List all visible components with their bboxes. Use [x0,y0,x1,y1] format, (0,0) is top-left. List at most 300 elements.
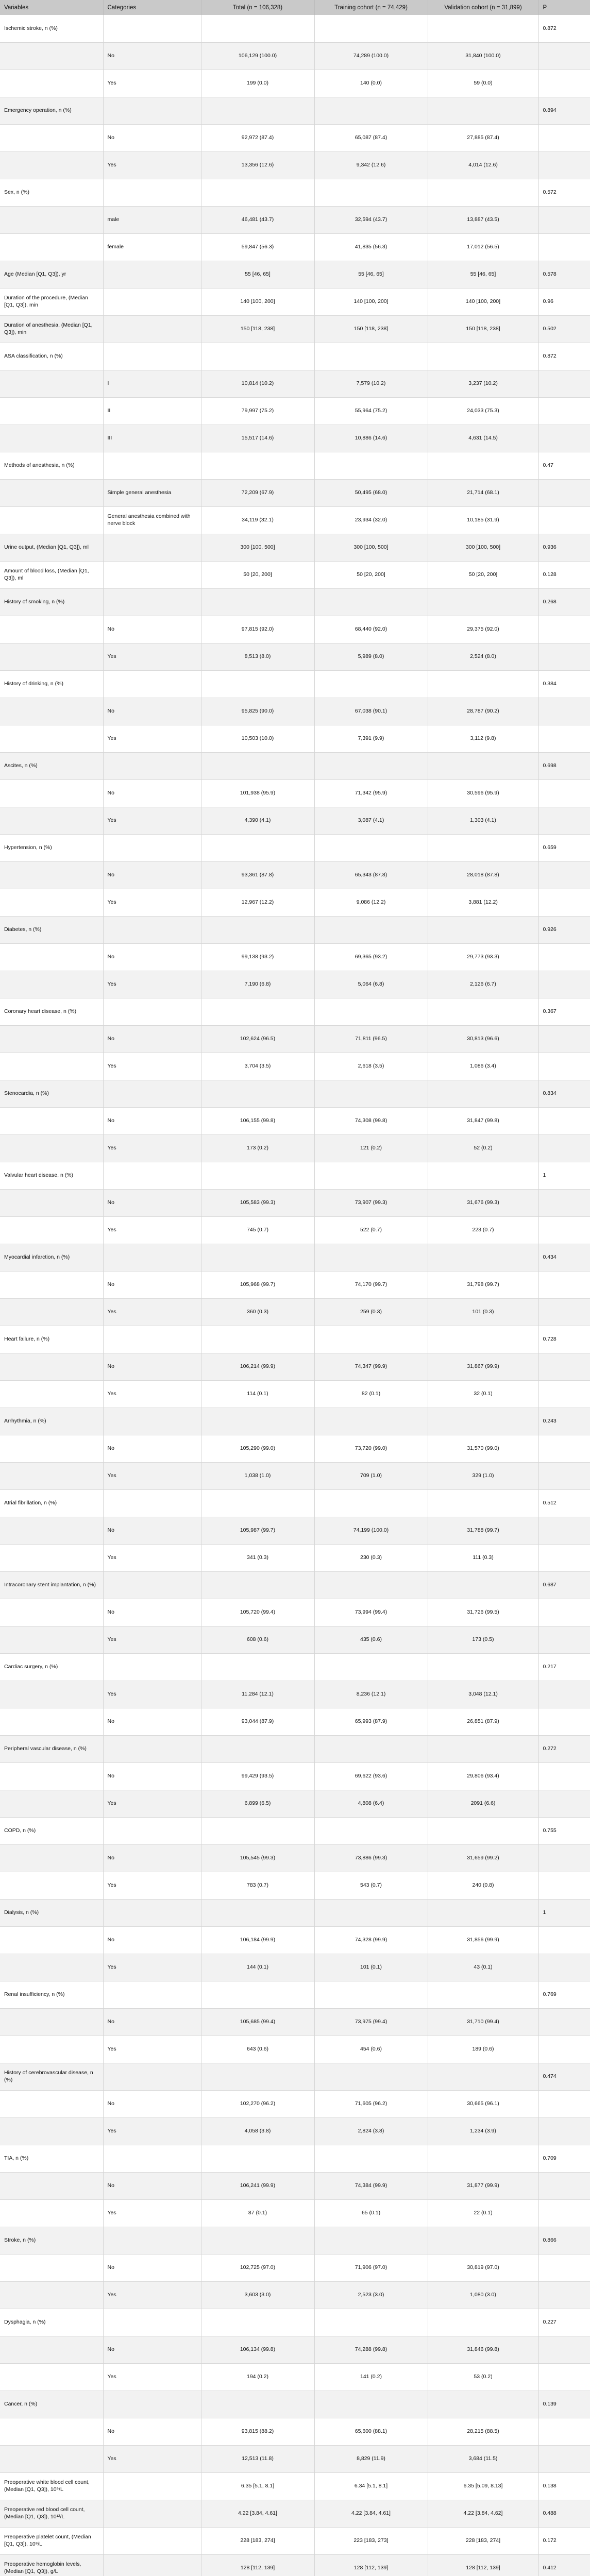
variable-cell [0,807,103,834]
validation-cell: 2,126 (6.7) [428,971,538,998]
category-cell: No [103,616,201,643]
total-cell [201,1162,314,1189]
table-row [0,1189,590,1216]
category-cell: No [103,698,201,725]
validation-cell: 31,676 (99.3) [428,1189,538,1216]
validation-cell [428,452,538,479]
variable-cell [0,2281,103,2309]
variable-cell [0,233,103,261]
p-value-cell [538,2090,590,2117]
total-cell: 10,814 (10.2) [201,370,314,397]
table-row [0,1653,590,1681]
variable-cell [0,425,103,452]
training-cell [314,1244,428,1271]
validation-cell: 28,215 (88.5) [428,2418,538,2445]
table-row [0,1107,590,1134]
training-cell: 82 (0.1) [314,1380,428,1408]
training-cell: 709 (1.0) [314,1462,428,1489]
training-cell: 6.34 [5.1, 8.1] [314,2472,428,2500]
training-cell: 73,886 (99.3) [314,1844,428,1872]
validation-cell: 111 (0.3) [428,1544,538,1571]
training-cell: 65 (0.1) [314,2199,428,2227]
training-cell: 9,086 (12.2) [314,889,428,916]
table-row [0,1271,590,1298]
variable-cell [0,1107,103,1134]
p-value-cell [538,1790,590,1817]
variable-cell [0,889,103,916]
p-value-cell: 0.128 [543,571,557,578]
total-cell: 93,361 (87.8) [201,861,314,889]
total-cell [201,1735,314,1762]
header-categories: Categories [103,0,201,15]
training-cell: 522 (0.7) [314,1216,428,1244]
table-row [0,1981,590,2008]
header-training: Training cohort (n = 74,429) [314,0,428,15]
training-cell: 230 (0.3) [314,1544,428,1571]
table-row [0,479,590,506]
category-cell: Yes [103,1626,201,1653]
p-value-cell [538,506,590,534]
total-cell [201,834,314,861]
variable-cell [0,1708,103,1735]
p-value-cell: 0.769 [543,1991,557,1997]
variable-cell [0,1435,103,1462]
variable-cell [0,1926,103,1954]
category-cell: Yes [103,2117,201,2145]
variable-cell [0,1189,103,1216]
validation-cell: 6.35 [5.09, 8.13] [428,2472,538,2500]
category-cell: No [103,861,201,889]
table-row [0,834,590,861]
p-value-cell [538,2008,590,2036]
category-cell: Yes [103,1544,201,1571]
validation-cell: 173 (0.5) [428,1626,538,1653]
training-cell: 50 [20, 200] [314,561,428,588]
training-cell: 67,038 (90.1) [314,698,428,725]
variable-cell: Methods of anesthesia, n (%) [0,452,103,479]
validation-cell: 53 (0.2) [428,2363,538,2391]
p-value-cell: 0.434 [543,1253,557,1260]
training-cell: 65,993 (87.9) [314,1708,428,1735]
table-row [0,2363,590,2391]
table-row [0,561,590,588]
variable-cell [0,2445,103,2472]
p-value-cell: 1 [543,1172,546,1178]
table-row [0,1353,590,1380]
validation-cell: 31,847 (99.8) [428,1107,538,1134]
category-cell [103,1244,201,1271]
variable-cell: History of drinking, n (%) [0,670,103,698]
validation-cell [428,998,538,1025]
validation-cell: 28,787 (90.2) [428,698,538,725]
table-row [0,943,590,971]
category-cell [103,1326,201,1353]
variable-cell [0,397,103,425]
total-cell: 15,517 (14.6) [201,425,314,452]
variable-cell [0,70,103,97]
validation-cell [428,1817,538,1844]
validation-cell: 1,080 (3.0) [428,2281,538,2309]
training-cell: 10,886 (14.6) [314,425,428,452]
total-cell [201,179,314,206]
validation-cell: 1,303 (4.1) [428,807,538,834]
validation-cell [428,1981,538,2008]
training-cell [314,15,428,42]
p-value-cell [538,1134,590,1162]
training-cell: 543 (0.7) [314,1872,428,1899]
variable-cell [0,1271,103,1298]
variable-cell: Emergency operation, n (%) [0,97,103,124]
training-cell: 69,622 (93.6) [314,1762,428,1790]
validation-cell: 4,631 (14.5) [428,425,538,452]
category-cell [103,2391,201,2418]
total-cell [201,1899,314,1926]
variable-cell [0,2254,103,2281]
variable-cell [0,2199,103,2227]
validation-cell: 29,806 (93.4) [428,1762,538,1790]
total-cell: 150 [118, 238] [201,315,314,343]
p-value-cell: 0.412 [543,2564,557,2571]
variable-cell [0,206,103,233]
validation-cell: 3,881 (12.2) [428,889,538,916]
training-cell: 71,342 (95.9) [314,779,428,807]
training-cell: 65,087 (87.4) [314,124,428,151]
training-cell: 7,579 (10.2) [314,370,428,397]
category-cell [103,2227,201,2254]
total-cell: 173 (0.2) [201,1134,314,1162]
p-value-cell: 0.572 [543,189,557,195]
variable-cell [0,861,103,889]
variable-cell: Heart failure, n (%) [0,1326,103,1353]
validation-cell: 3,684 (11.5) [428,2445,538,2472]
training-cell [314,2227,428,2254]
variable-cell [0,2090,103,2117]
training-cell [314,179,428,206]
table-row [0,1899,590,1926]
total-cell: 7,190 (6.8) [201,971,314,998]
training-cell [314,1653,428,1681]
variable-cell: Valvular heart disease, n (%) [0,1162,103,1189]
variable-cell: TIA, n (%) [0,2145,103,2172]
training-cell: 140 (0.0) [314,70,428,97]
training-cell: 74,289 (100.0) [314,42,428,70]
training-cell: 2,824 (3.8) [314,2117,428,2145]
validation-cell: 10,185 (31.9) [428,506,538,534]
variable-cell [0,1872,103,1899]
category-cell [103,588,201,616]
p-value-cell: 0.936 [543,544,557,550]
p-value-cell [538,370,590,397]
variable-cell: Arrhythmia, n (%) [0,1408,103,1435]
category-cell [103,1981,201,2008]
category-cell [103,834,201,861]
variable-cell [0,1517,103,1544]
p-value-cell [538,643,590,670]
p-value-cell: 0.578 [543,270,557,277]
p-value-cell: 0.512 [543,1499,557,1506]
category-cell [103,1408,201,1435]
variable-cell [0,616,103,643]
table-row [0,861,590,889]
table-row [0,1817,590,1844]
variable-cell: Dialysis, n (%) [0,1899,103,1926]
training-cell: 141 (0.2) [314,2363,428,2391]
total-cell: 106,214 (99.9) [201,1353,314,1380]
category-cell [103,1817,201,1844]
category-cell: No [103,2090,201,2117]
p-value-cell: 0.172 [543,2537,557,2544]
total-cell: 93,044 (87.9) [201,1708,314,1735]
category-cell [103,1653,201,1681]
total-cell: 783 (0.7) [201,1872,314,1899]
validation-cell [428,1244,538,1271]
p-value-cell: 0.872 [543,352,557,359]
table-row [0,1462,590,1489]
validation-cell: 223 (0.7) [428,1216,538,1244]
validation-cell: 128 [112, 139] [428,2554,538,2576]
variable-cell: Age (Median [Q1, Q3]), yr [0,261,103,288]
table-row [0,124,590,151]
category-cell [103,534,201,561]
category-cell [103,2554,201,2576]
total-cell: 55 [46, 65] [201,261,314,288]
category-cell [103,1899,201,1926]
training-cell: 73,720 (99.0) [314,1435,428,1462]
total-cell: 102,624 (96.5) [201,1025,314,1053]
training-cell: 8,236 (12.1) [314,1681,428,1708]
training-cell [314,1571,428,1599]
table-row [0,261,590,288]
table-row [0,1681,590,1708]
p-value-cell: 0.243 [543,1417,557,1424]
category-cell: Yes [103,1954,201,1981]
training-cell: 3,087 (4.1) [314,807,428,834]
validation-cell: 31,659 (99.2) [428,1844,538,1872]
category-cell [103,2527,201,2554]
variable-cell: Ischemic stroke, n (%) [0,15,103,42]
category-cell: III [103,425,201,452]
total-cell: 105,685 (99.4) [201,2008,314,2036]
training-cell: 65,600 (88.1) [314,2418,428,2445]
table-row [0,779,590,807]
total-cell: 105,720 (99.4) [201,1599,314,1626]
total-cell: 106,241 (99.9) [201,2172,314,2199]
total-cell [201,1080,314,1107]
validation-cell: 4,014 (12.6) [428,151,538,179]
table-row [0,2309,590,2336]
p-value-cell [538,206,590,233]
p-value-cell [538,1053,590,1080]
table-row [0,698,590,725]
training-cell [314,2391,428,2418]
table-row [0,425,590,452]
p-value-cell: 0.687 [543,1581,557,1588]
table-row [0,2063,590,2090]
variable-cell [0,1790,103,1817]
validation-cell: 30,665 (96.1) [428,2090,538,2117]
p-value-cell [538,1926,590,1954]
category-cell: female [103,233,201,261]
total-cell [201,1653,314,1681]
total-cell: 114 (0.1) [201,1380,314,1408]
validation-cell [428,834,538,861]
validation-cell [428,1326,538,1353]
training-cell: 73,975 (99.4) [314,2008,428,2036]
table-row [0,1762,590,1790]
p-value-cell [538,2172,590,2199]
validation-cell [428,1899,538,1926]
category-cell: Yes [103,1681,201,1708]
table-row [0,2227,590,2254]
validation-cell: 140 [100, 200] [428,288,538,315]
category-cell [103,998,201,1025]
training-cell [314,2309,428,2336]
table-row [0,1380,590,1408]
total-cell: 93,815 (88.2) [201,2418,314,2445]
total-cell [201,97,314,124]
variable-cell: Renal insufficiency, n (%) [0,1981,103,2008]
validation-cell: 31,710 (99.4) [428,2008,538,2036]
validation-cell: 55 [46, 65] [428,261,538,288]
category-cell [103,179,201,206]
variable-cell [0,42,103,70]
category-cell: No [103,1762,201,1790]
p-value-cell: 0.834 [543,1090,557,1096]
p-value-cell: 0.728 [543,1335,557,1342]
total-cell: 643 (0.6) [201,2036,314,2063]
category-cell: No [103,2008,201,2036]
table-row [0,1599,590,1626]
variable-cell: Duration of anesthesia, (Median [Q1, Q3]), min [0,315,103,343]
p-value-cell [538,943,590,971]
table-row [0,397,590,425]
total-cell: 12,513 (11.8) [201,2445,314,2472]
total-cell: 102,725 (97.0) [201,2254,314,2281]
total-cell: 34,119 (32.1) [201,506,314,534]
total-cell: 3,704 (3.5) [201,1053,314,1080]
p-value-cell [538,807,590,834]
table-row [0,616,590,643]
p-value-cell [538,1626,590,1653]
category-cell [103,1735,201,1762]
variable-cell [0,124,103,151]
variable-cell [0,506,103,534]
header-validation: Validation cohort (n = 31,899) [428,0,538,15]
variable-cell [0,1844,103,1872]
variable-cell: Intracoronary stent implantation, n (%) [0,1571,103,1599]
category-cell: No [103,943,201,971]
training-cell: 74,347 (99.9) [314,1353,428,1380]
validation-cell: 24,033 (75.3) [428,397,538,425]
p-value-cell [538,151,590,179]
training-cell: 5,989 (8.0) [314,643,428,670]
variable-cell [0,2036,103,2063]
p-value-cell [538,233,590,261]
table-row [0,670,590,698]
table-row [0,752,590,779]
p-value-cell [538,70,590,97]
table-row [0,2172,590,2199]
p-value-cell: 0.659 [543,844,557,851]
variable-cell [0,1626,103,1653]
table-row [0,588,590,616]
total-cell: 101,938 (95.9) [201,779,314,807]
total-cell: 144 (0.1) [201,1954,314,1981]
validation-cell: 59 (0.0) [428,70,538,97]
training-cell: 5,064 (6.8) [314,971,428,998]
training-cell: 8,829 (11.9) [314,2445,428,2472]
total-cell: 13,356 (12.6) [201,151,314,179]
validation-cell: 21,714 (68.1) [428,479,538,506]
total-cell: 341 (0.3) [201,1544,314,1571]
table-row [0,2418,590,2445]
total-cell [201,1817,314,1844]
total-cell [201,15,314,42]
category-cell: Yes [103,1298,201,1326]
table-row [0,1844,590,1872]
table-row [0,1517,590,1544]
category-cell [103,343,201,370]
training-cell: 74,308 (99.8) [314,1107,428,1134]
variable-cell [0,1681,103,1708]
p-value-cell [538,971,590,998]
p-value-cell: 0.474 [543,2073,557,2079]
p-value-cell [538,1462,590,1489]
variable-cell [0,725,103,752]
p-value-cell [538,1762,590,1790]
training-cell: 9,342 (12.6) [314,151,428,179]
table-row [0,534,590,561]
p-value-cell: 0.894 [543,107,557,113]
variable-cell: Preoperative white blood cell count, (Median [Q1, Q3]), 10⁹/L [0,2472,103,2500]
table-row [0,1162,590,1189]
validation-cell: 13,887 (43.5) [428,206,538,233]
validation-cell [428,2145,538,2172]
p-value-cell [538,1872,590,1899]
category-cell: No [103,1025,201,1053]
p-value-cell [538,698,590,725]
total-cell: 99,429 (93.5) [201,1762,314,1790]
training-cell: 74,170 (99.7) [314,1271,428,1298]
table-row [0,2445,590,2472]
table-row [0,1080,590,1107]
category-cell: No [103,1353,201,1380]
p-value-cell: 0.488 [543,2510,557,2516]
training-cell [314,2145,428,2172]
training-cell: 73,994 (99.4) [314,1599,428,1626]
total-cell: 4,058 (3.8) [201,2117,314,2145]
total-cell [201,2227,314,2254]
variable-cell: Stroke, n (%) [0,2227,103,2254]
variable-cell: Cancer, n (%) [0,2391,103,2418]
table-row [0,1216,590,1244]
variable-cell [0,151,103,179]
training-cell [314,1408,428,1435]
table-row [0,343,590,370]
category-cell [103,288,201,315]
total-cell: 745 (0.7) [201,1216,314,1244]
training-cell [314,752,428,779]
table-row [0,97,590,124]
p-value-cell: 0.872 [543,25,557,31]
category-cell: Yes [103,725,201,752]
training-cell [314,1981,428,2008]
training-cell: 50,495 (68.0) [314,479,428,506]
variable-cell [0,370,103,397]
category-cell: General anesthesia combined with nerve block [103,506,201,534]
validation-cell: 101 (0.3) [428,1298,538,1326]
p-value-cell [538,1708,590,1735]
